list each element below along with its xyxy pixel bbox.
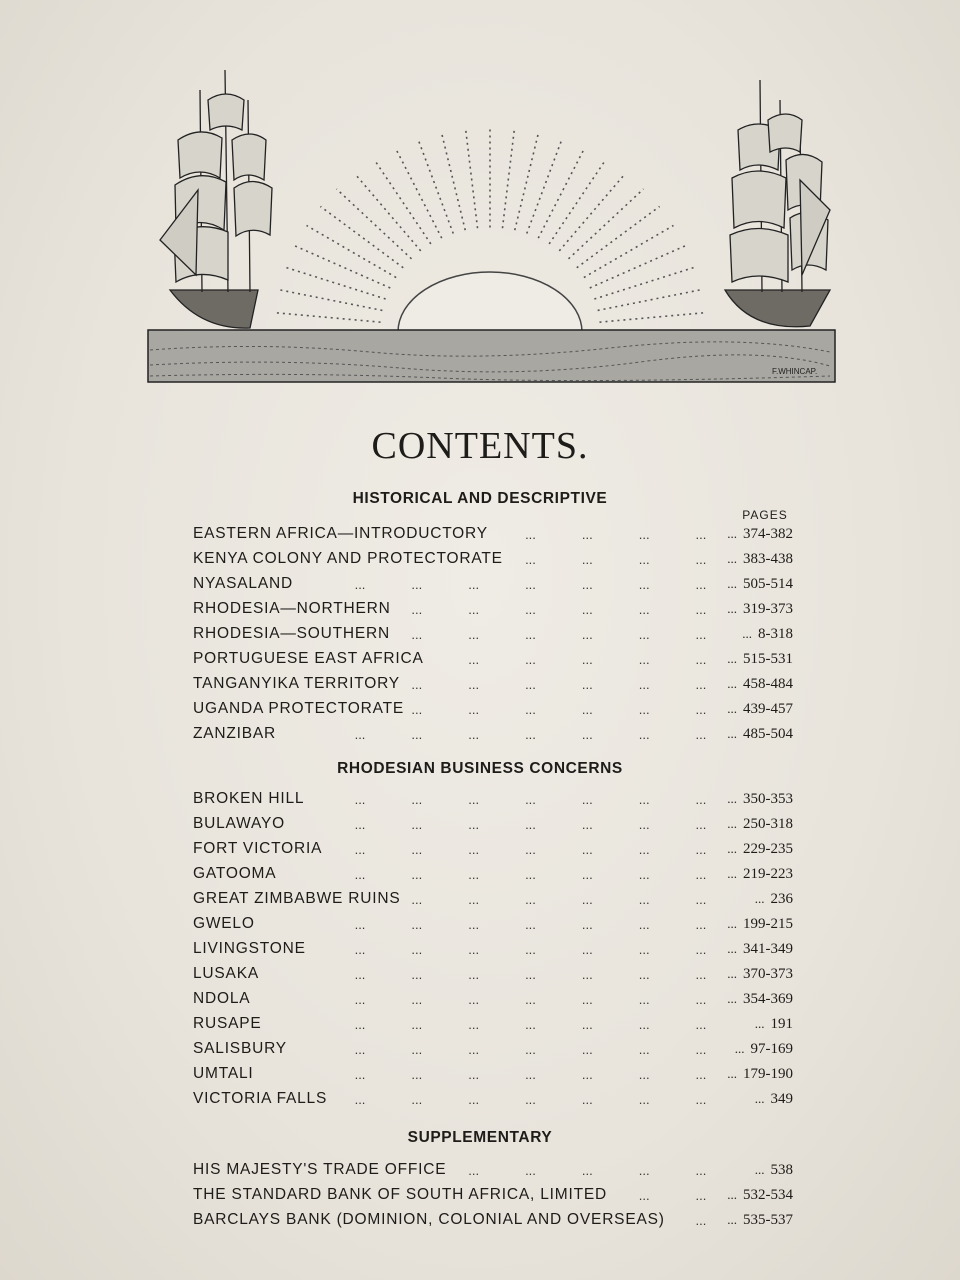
entry-pages: ... 8-318 <box>742 626 793 642</box>
entry-label: RHODESIA—SOUTHERN <box>193 625 391 642</box>
dot-leaders: ... ... ... ... <box>525 527 707 542</box>
dot-leaders: ... ... ... ... ... ... <box>411 627 707 642</box>
entry-pages: ... 97-169 <box>734 1041 793 1057</box>
entry-label: LIVINGSTONE <box>193 940 306 957</box>
entry-pages: ... 354-369 <box>727 991 793 1007</box>
entry-pages: ... 319-373 <box>727 601 793 617</box>
contents-entry <box>193 912 803 936</box>
sun-ray <box>276 313 381 322</box>
dot-leaders: ... ... ... ... ... ... ... <box>354 867 707 882</box>
contents-entry <box>193 1012 803 1036</box>
dot-leaders: ... ... ... ... ... ... ... <box>354 1042 707 1057</box>
page-title: CONTENTS. <box>371 425 589 467</box>
page-range: 229-235 <box>743 841 793 857</box>
entry-label: RHODESIA—NORTHERN <box>193 600 391 617</box>
entry-pages: ... 350-353 <box>727 791 793 807</box>
entry-pages: ... 505-514 <box>727 576 793 592</box>
contents-entry <box>193 887 803 911</box>
contents-entry <box>193 987 803 1011</box>
contents-entry <box>193 937 803 961</box>
entry-label: BROKEN HILL <box>193 790 305 807</box>
contents-entry <box>193 547 803 571</box>
contents-entry <box>193 812 803 836</box>
entry-pages: ... 485-504 <box>727 726 793 742</box>
section-heading: RHODESIAN BUSINESS CONCERNS <box>337 760 623 777</box>
entry-label: HIS MAJESTY'S TRADE OFFICE <box>193 1161 447 1178</box>
dot-leaders: ... ... <box>638 1188 707 1203</box>
contents-entry <box>193 837 803 861</box>
entry-label: UGANDA PROTECTORATE <box>193 700 404 717</box>
sun-ray <box>584 225 674 277</box>
dot-leaders: ... ... ... ... ... ... ... <box>354 942 707 957</box>
sun-ray <box>466 129 478 228</box>
dot-leaders: ... ... ... ... ... ... ... <box>354 1017 707 1032</box>
dot-leaders: ... ... ... ... ... <box>468 1163 707 1178</box>
entry-pages: ... 179-190 <box>727 1066 793 1082</box>
entry-pages: ... 199-215 <box>727 916 793 932</box>
sun-ray <box>320 206 403 267</box>
page-range: 349 <box>770 1091 793 1107</box>
contents-entry <box>193 622 803 646</box>
dot-leaders: ... <box>695 1213 707 1228</box>
contents-entry <box>193 522 803 546</box>
dot-leaders: ... ... ... ... ... ... ... <box>354 967 707 982</box>
contents-entry <box>193 1208 803 1232</box>
entry-pages: ... 349 <box>754 1091 793 1107</box>
contents-entry <box>193 672 803 696</box>
page-range: 97-169 <box>750 1041 793 1057</box>
sun-ray <box>502 129 514 228</box>
page-range: 370-373 <box>743 966 793 982</box>
page-range: 538 <box>770 1162 793 1178</box>
page-range: 485-504 <box>743 726 793 742</box>
dot-leaders: ... ... ... ... ... ... ... <box>354 917 707 932</box>
page-range: 199-215 <box>743 916 793 932</box>
dot-leaders: ... ... ... ... <box>525 552 707 567</box>
dot-leaders: ... ... ... ... ... <box>468 652 707 667</box>
page-range: 374-382 <box>743 526 793 542</box>
entry-pages: ... 532-534 <box>727 1187 793 1203</box>
page-range: 219-223 <box>743 866 793 882</box>
entry-pages: ... 515-531 <box>727 651 793 667</box>
entry-label: EASTERN AFRICA—INTRODUCTORY <box>193 525 488 542</box>
dot-leaders: ... ... ... ... ... ... <box>411 677 707 692</box>
entry-pages: ... 341-349 <box>727 941 793 957</box>
entry-label: GREAT ZIMBABWE RUINS <box>193 890 401 907</box>
page-range: 8-318 <box>758 626 793 642</box>
contents-entry <box>193 697 803 721</box>
entry-label: TANGANYIKA TERRITORY <box>193 675 400 692</box>
ships-sunrise-illustration <box>140 60 840 390</box>
entry-pages: ... 535-537 <box>727 1212 793 1228</box>
sun-ray <box>600 313 705 322</box>
sun-icon <box>398 272 582 332</box>
page-range: 191 <box>770 1016 793 1032</box>
contents-entry <box>193 1062 803 1086</box>
pages-column-header: PAGES <box>742 508 788 522</box>
sun-ray <box>307 225 397 277</box>
page-range: 319-373 <box>743 601 793 617</box>
sun-ray <box>527 139 562 233</box>
dot-leaders: ... ... ... ... ... ... ... <box>354 727 707 742</box>
sun-ray <box>295 246 390 288</box>
dot-leaders: ... ... ... ... ... ... ... <box>354 992 707 1007</box>
contents-entry <box>193 572 803 596</box>
sun-ray <box>286 267 386 299</box>
page-range: 439-457 <box>743 701 793 717</box>
section-heading: HISTORICAL AND DESCRIPTIVE <box>352 490 608 507</box>
entry-pages: ... 374-382 <box>727 526 793 542</box>
sea-icon <box>148 330 835 382</box>
sun-ray <box>569 189 644 259</box>
contents-entry <box>193 787 803 811</box>
entry-label: GATOOMA <box>193 865 277 882</box>
contents-entry <box>193 1158 803 1182</box>
sun-ray <box>396 148 442 238</box>
page-range: 250-318 <box>743 816 793 832</box>
contents-entry <box>193 862 803 886</box>
entry-label: PORTUGUESE EAST AFRICA <box>193 650 424 667</box>
entry-label: FORT VICTORIA <box>193 840 323 857</box>
entry-label: LUSAKA <box>193 965 259 982</box>
contents-entry <box>193 647 803 671</box>
entry-label: ZANZIBAR <box>193 725 277 742</box>
section-heading: SUPPLEMENTARY <box>407 1129 553 1146</box>
sun-ray <box>418 139 453 233</box>
sun-ray <box>590 246 685 288</box>
page-range: 350-353 <box>743 791 793 807</box>
entry-pages: ... 538 <box>754 1162 793 1178</box>
dot-leaders: ... ... ... ... ... ... ... <box>354 792 707 807</box>
dot-leaders: ... ... ... ... ... ... ... <box>354 1092 707 1107</box>
page-range: 354-369 <box>743 991 793 1007</box>
contents-entry <box>193 1183 803 1207</box>
entry-pages: ... 219-223 <box>727 866 793 882</box>
left-ship-icon <box>160 70 272 328</box>
sun-ray <box>549 160 605 244</box>
entry-pages: ... 191 <box>754 1016 793 1032</box>
entry-label: UMTALI <box>193 1065 254 1082</box>
entry-label: VICTORIA FALLS <box>193 1090 328 1107</box>
entry-label: RUSAPE <box>193 1015 262 1032</box>
sun-ray <box>374 160 430 244</box>
dot-leaders: ... ... ... ... ... ... ... <box>354 577 707 592</box>
dot-leaders: ... ... ... ... ... ... ... <box>354 817 707 832</box>
artist-signature: F.WHINCAP. <box>772 367 818 376</box>
sun-ray <box>442 133 466 230</box>
page-range: 236 <box>770 891 793 907</box>
entry-label: KENYA COLONY AND PROTECTORATE <box>193 550 503 567</box>
entry-pages: ... 236 <box>754 891 793 907</box>
entry-label: THE STANDARD BANK OF SOUTH AFRICA, LIMITED <box>193 1186 607 1203</box>
page-range: 458-484 <box>743 676 793 692</box>
page-range: 532-534 <box>743 1187 793 1203</box>
entry-pages: ... 439-457 <box>727 701 793 717</box>
dot-leaders: ... ... ... ... ... ... ... <box>354 842 707 857</box>
entry-pages: ... 383-438 <box>727 551 793 567</box>
entry-label: SALISBURY <box>193 1040 287 1057</box>
sun-ray <box>577 206 660 267</box>
page-range: 383-438 <box>743 551 793 567</box>
page-range: 535-537 <box>743 1212 793 1228</box>
sun-ray <box>538 148 584 238</box>
dot-leaders: ... ... ... ... ... ... ... <box>354 1067 707 1082</box>
sun-ray <box>337 189 412 259</box>
dot-leaders: ... ... ... ... ... ... <box>411 892 707 907</box>
entry-pages: ... 250-318 <box>727 816 793 832</box>
sun-ray <box>515 133 539 230</box>
sun-ray <box>594 267 694 299</box>
contents-entry <box>193 597 803 621</box>
entry-pages: ... 370-373 <box>727 966 793 982</box>
entry-label: NYASALAND <box>193 575 293 592</box>
contents-entry <box>193 722 803 746</box>
page-range: 179-190 <box>743 1066 793 1082</box>
entry-label: NDOLA <box>193 990 251 1007</box>
entry-label: BULAWAYO <box>193 815 285 832</box>
page-range: 341-349 <box>743 941 793 957</box>
contents-entry <box>193 1087 803 1111</box>
entry-label: BARCLAYS BANK (DOMINION, COLONIAL AND OVERSEAS) <box>193 1211 665 1228</box>
dot-leaders: ... ... ... ... ... ... <box>411 602 707 617</box>
dot-leaders: ... ... ... ... ... ... <box>411 702 707 717</box>
contents-entry <box>193 962 803 986</box>
entry-pages: ... 458-484 <box>727 676 793 692</box>
page-range: 515-531 <box>743 651 793 667</box>
entry-pages: ... 229-235 <box>727 841 793 857</box>
page-range: 505-514 <box>743 576 793 592</box>
entry-label: GWELO <box>193 915 255 932</box>
right-ship-icon <box>725 80 830 327</box>
contents-entry <box>193 1037 803 1061</box>
